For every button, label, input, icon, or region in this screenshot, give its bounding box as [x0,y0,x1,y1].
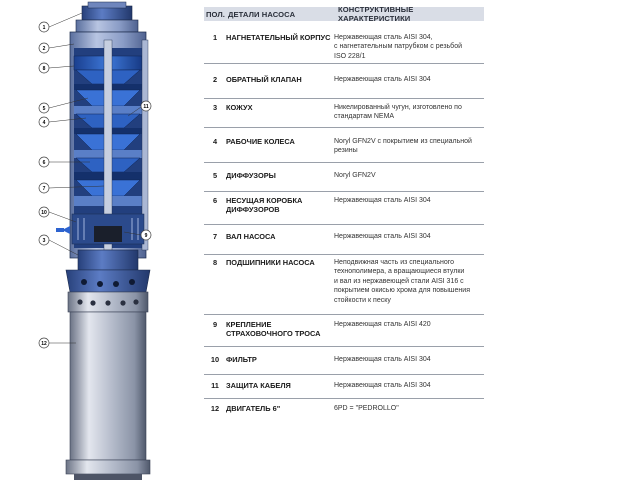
row-divider [204,374,484,375]
callout-4: 4 [42,120,46,126]
row-part-line: СТРАХОВОЧНОГО ТРОСА [226,329,321,339]
row-divider [204,63,484,64]
header-part: ДЕТАЛИ НАСОСА [228,9,296,19]
row-num: 5 [212,171,218,180]
row-part-line: НАГНЕТАТЕЛЬНЫЙ КОРПУС [226,33,331,42]
table-header [204,7,484,21]
row-part-line: КРЕПЛЕНИЕ [226,320,272,329]
row-part [226,320,334,339]
row-characteristics-line: Noryl GFN2V с покрытием из специальной [334,138,472,145]
row-divider [204,191,484,192]
row-characteristics-line: и вал из нержавеющей стали AISI 316 с [334,277,464,285]
row-num: 4 [212,137,218,146]
row-part [226,137,334,156]
row-characteristics [334,355,484,364]
row-characteristics [334,171,484,180]
table-row [204,171,484,180]
row-part [226,196,334,215]
table-row [204,75,484,84]
row-num: 8 [212,258,218,267]
pump-illustration [0,0,200,498]
table-row [204,137,484,156]
row-num: 7 [212,232,218,241]
callout-10: 10 [41,210,47,216]
row-num: 1 [212,33,218,42]
row-num: 9 [212,320,218,329]
row-part-line: ДВИГАТЕЛЬ 6" [226,404,281,413]
row-part-line: НЕСУЩАЯ КОРОБКА [226,196,303,205]
row-characteristics [334,33,484,61]
row-characteristics [334,258,484,305]
row-divider [204,398,484,399]
row-part-line: РАБОЧИЕ КОЛЕСА [226,137,295,146]
row-divider [204,346,484,347]
table-row [204,258,484,305]
row-part-line: ФИЛЬТР [226,355,257,364]
table-row [204,355,484,364]
row-divider [204,127,484,128]
row-characteristics-line: 6PD = "PEDROLLO" [334,405,399,412]
table-row [204,381,484,390]
row-characteristics-line: Нержавеющая сталь AISI 304 [334,76,431,83]
row-part-line: ДИФФУЗОРОВ [226,205,280,215]
parts-table [204,5,484,413]
discharge-head [76,2,138,32]
row-num: 10 [210,355,220,364]
row-num: 11 [211,381,219,390]
callout-2: 2 [42,46,46,52]
row-characteristics-line: Нержавеющая сталь AISI 420 [334,321,431,328]
row-part-line: ЗАЩИТА КАБЕЛЯ [226,381,291,390]
table-row [204,320,484,339]
table-row [204,196,484,215]
row-characteristics-line: Нержавеющая сталь AISI 304 [334,197,431,204]
row-num: 6 [212,196,218,205]
row-characteristics-line: Noryl GFN2V [334,172,376,179]
row-part [226,171,334,180]
row-part-line: ОБРАТНЫЙ КЛАПАН [226,75,302,84]
row-part [226,258,334,305]
row-part [226,404,334,413]
callout-7: 7 [42,186,46,192]
row-divider [204,162,484,163]
row-characteristics-line: стандартам NEMA [334,113,395,121]
row-characteristics [334,232,484,241]
row-part-line: ПОДШИПНИКИ НАСОСА [226,258,315,267]
row-num: 2 [212,75,218,84]
row-characteristics [334,196,484,215]
motor [66,292,150,480]
row-characteristics [334,75,484,84]
row-characteristics-line: стойкости к песку [334,296,391,304]
callout-12: 12 [41,341,47,347]
row-num: 12 [210,404,220,413]
row-part [226,232,334,241]
row-characteristics-line: Никелированный чугун, изготовлено по [334,104,462,111]
callout-9: 9 [144,233,148,239]
row-characteristics [334,103,484,122]
row-characteristics-line: покрытием окисью хрома для повышения [334,287,470,295]
callout-8: 8 [42,66,46,72]
row-divider [204,98,484,99]
callout-11: 11 [143,104,149,110]
table-row [204,232,484,241]
callout-3: 3 [42,238,46,244]
row-characteristics-line: Нержавеющая сталь AISI 304 [334,382,431,389]
row-characteristics-line: Нержавеющая сталь AISI 304, [334,34,433,41]
row-characteristics-line: Неподвижная часть из специального [334,259,455,266]
row-characteristics [334,320,484,339]
suction-filter [72,214,144,244]
row-characteristics-line: Нержавеющая сталь AISI 304 [334,233,431,240]
row-part [226,75,334,84]
row-divider [204,314,484,315]
row-part-line: ВАЛ НАСОСА [226,232,276,241]
row-num: 3 [212,103,218,112]
callout-1: 1 [42,25,46,31]
callout-5: 5 [42,106,46,112]
row-part [226,103,334,122]
row-part-line: КОЖУХ [226,103,253,112]
row-part [226,355,334,364]
row-characteristics-line: Нержавеющая сталь AISI 304 [334,356,431,363]
motor-coupling [66,250,150,292]
row-characteristics [334,404,484,413]
callout-6: 6 [42,160,46,166]
row-characteristics [334,381,484,390]
row-part-line: ДИФФУЗОРЫ [226,171,276,180]
row-divider [204,224,484,225]
row-characteristics-line: с нагнетательным патрубком с резьбой [334,43,462,51]
row-characteristics-line: резины [334,147,358,155]
row-characteristics [334,137,484,156]
row-characteristics-line: ISO 228/1 [334,52,366,60]
row-divider [204,254,484,255]
row-part [226,33,334,61]
table-row [204,404,484,413]
table-row [204,103,484,122]
row-characteristics-line: технополимера, а вращающиеся втулки [334,268,465,276]
table-row [204,33,484,61]
pump-casing [56,32,148,258]
header-characteristics: КОНСТРУКТИВНЫЕ ХАРАКТЕРИСТИКИ [338,5,414,23]
header-num: ПОЛ. [206,9,226,19]
row-part [226,381,334,390]
